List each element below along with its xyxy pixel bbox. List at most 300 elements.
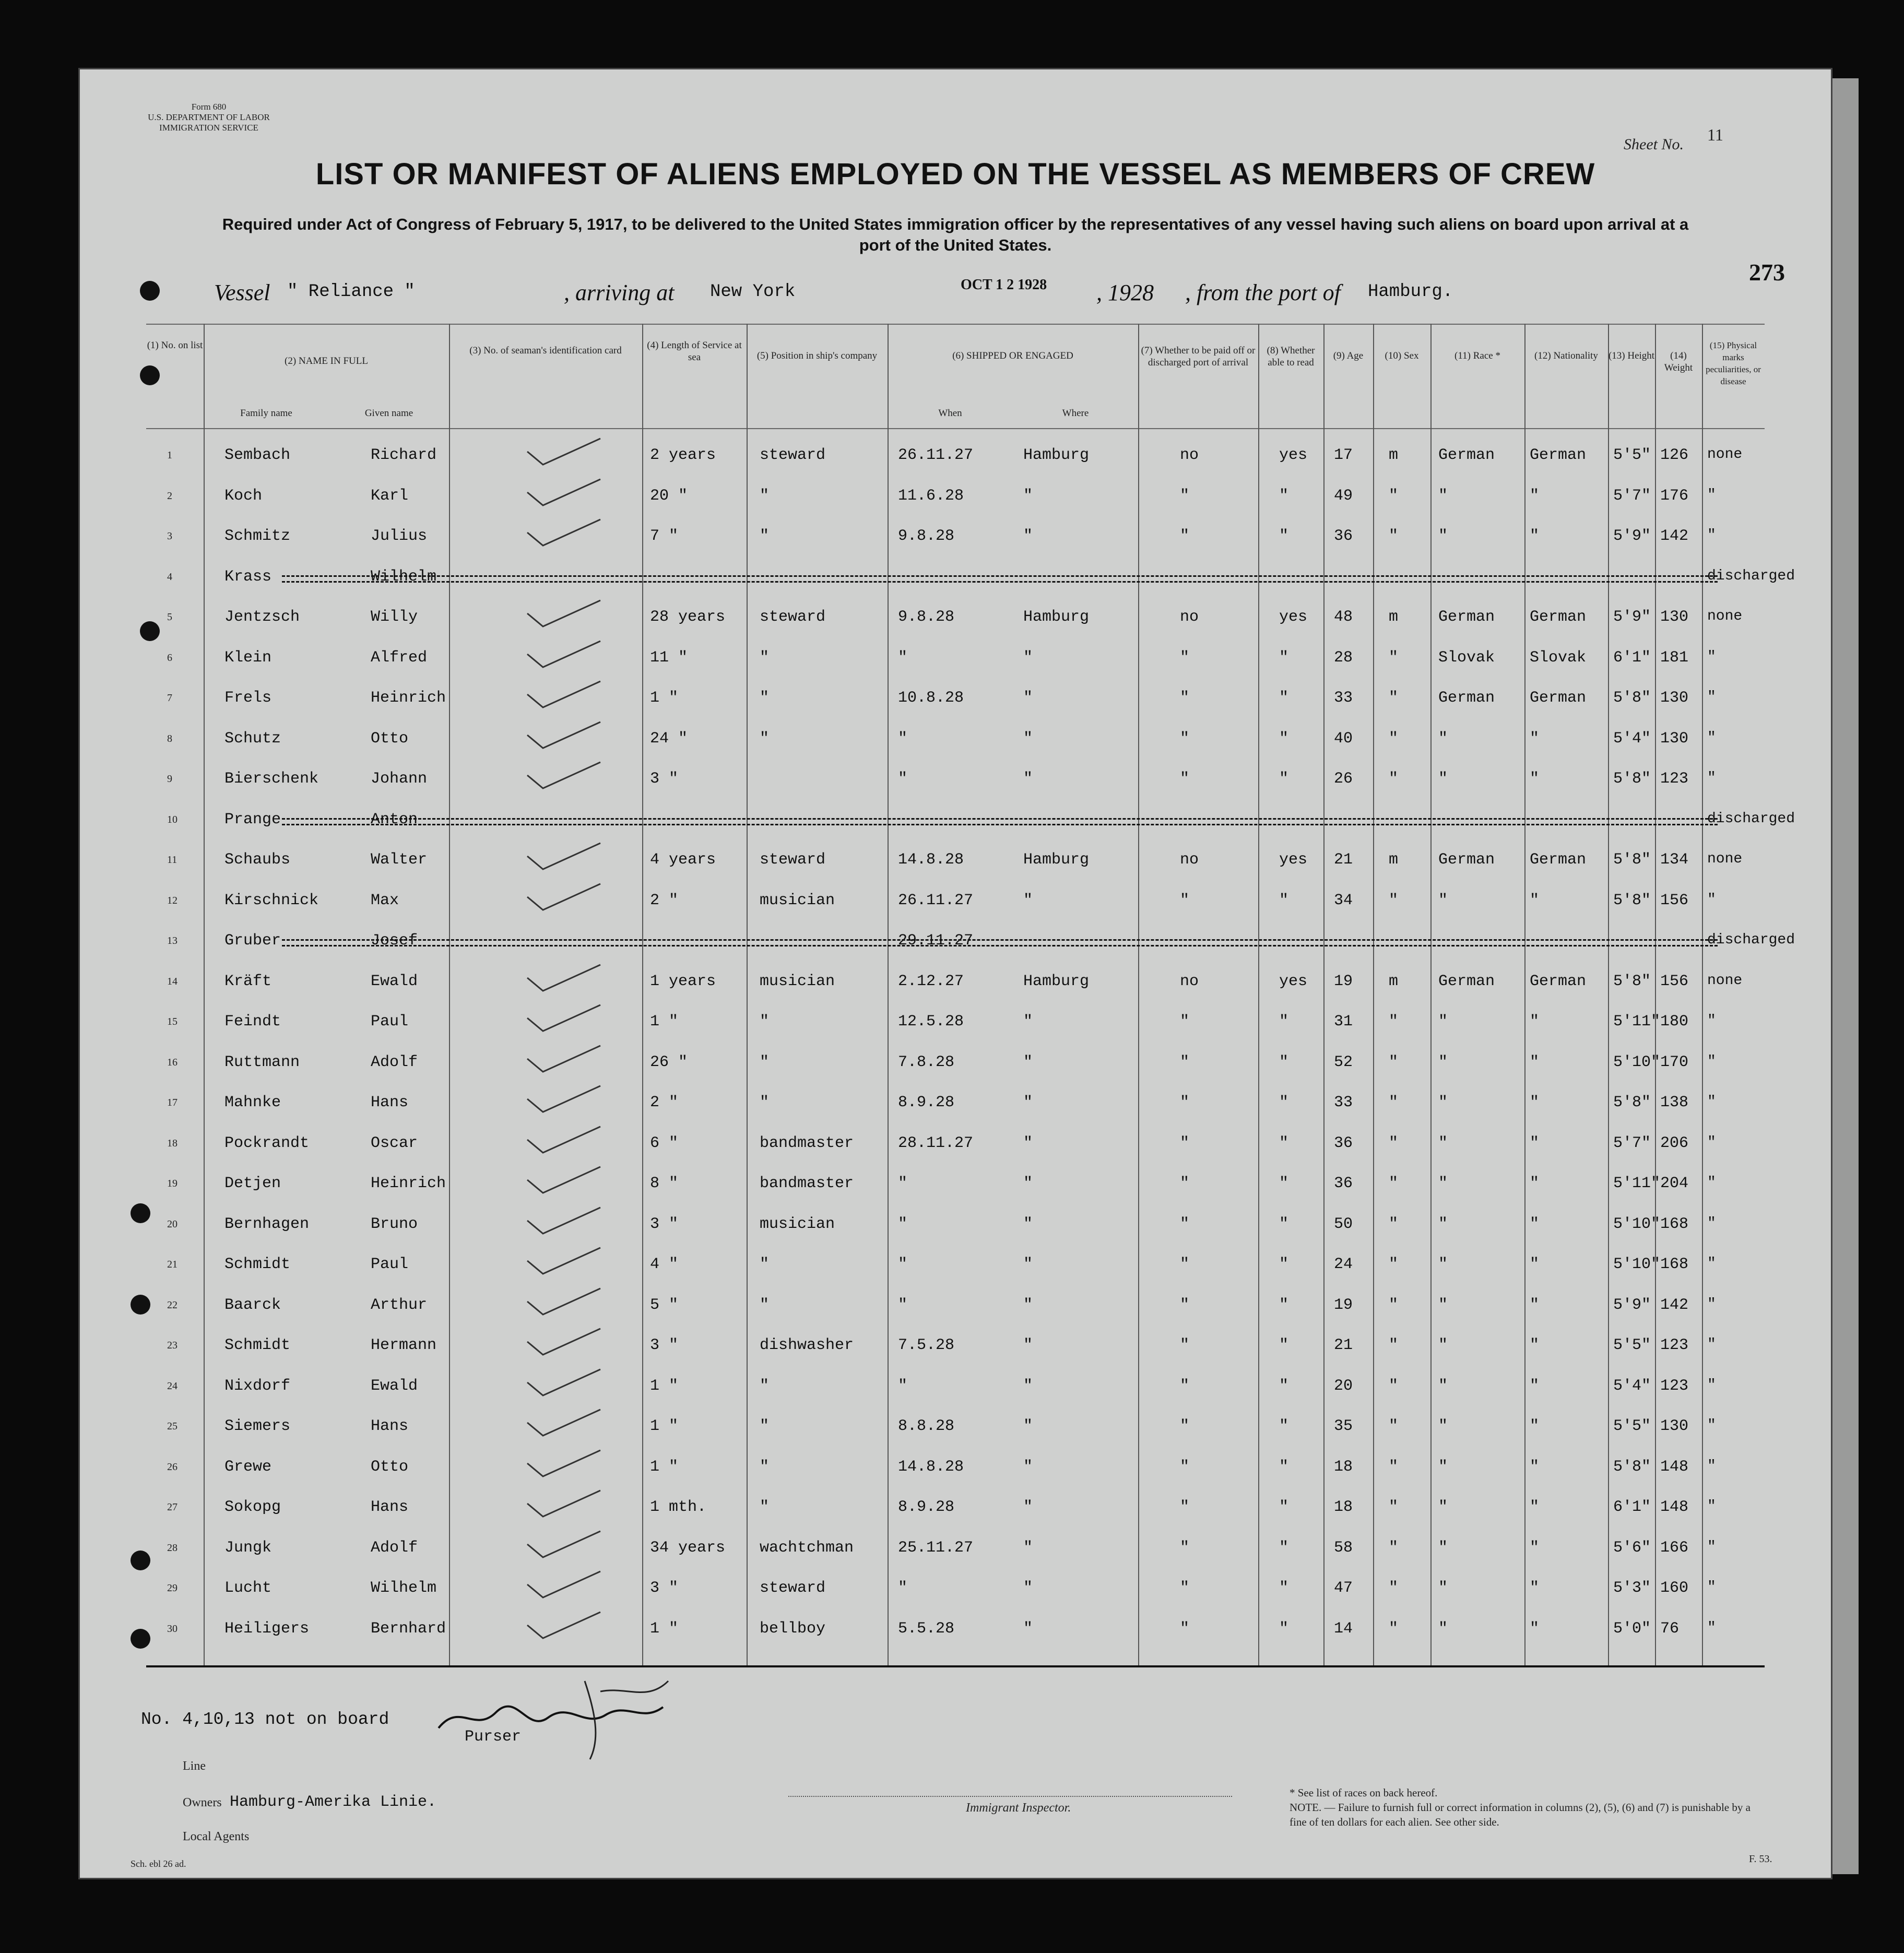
cell-given: Bruno bbox=[371, 1215, 418, 1233]
checkmark-icon bbox=[522, 962, 606, 993]
col-rule bbox=[1430, 324, 1432, 1665]
checkmark-icon bbox=[522, 841, 606, 872]
cell-when: 10.8.28 bbox=[898, 689, 964, 707]
cell-family: Kirschnick bbox=[224, 891, 319, 909]
header-nationality: (12) Nationality bbox=[1534, 350, 1598, 361]
header-age: (9) Age bbox=[1333, 350, 1364, 361]
cell-age: 47 bbox=[1334, 1579, 1353, 1597]
cell-read: yes bbox=[1279, 446, 1308, 464]
cell-age: 26 bbox=[1334, 770, 1353, 788]
cell-service: 2 years bbox=[650, 446, 716, 464]
cell-read: " bbox=[1279, 891, 1289, 909]
cell-given: Otto bbox=[371, 1458, 409, 1476]
header-height: (13) Height bbox=[1608, 350, 1655, 361]
checkmark-icon bbox=[522, 1124, 606, 1155]
cell-read: yes bbox=[1279, 972, 1308, 990]
purser-label: Purser bbox=[465, 1728, 522, 1746]
cell-read: " bbox=[1279, 770, 1289, 788]
cell-race: " bbox=[1438, 1458, 1448, 1476]
cell-height: 5'9" bbox=[1613, 608, 1651, 626]
row-number: 7 bbox=[167, 692, 172, 704]
crew-table bbox=[146, 324, 1795, 1665]
cell-marks: none bbox=[1707, 972, 1743, 989]
manifest-page bbox=[78, 68, 1832, 1879]
cell-race: " bbox=[1438, 1417, 1448, 1435]
cell-position: " bbox=[760, 689, 770, 707]
table-rule bbox=[146, 428, 1765, 429]
cell-race: " bbox=[1438, 1013, 1448, 1031]
cell-sex: " bbox=[1389, 891, 1399, 909]
cell-family: Schmidt bbox=[224, 1336, 291, 1354]
header-where: Where bbox=[1062, 408, 1089, 419]
checkmark-icon bbox=[522, 436, 606, 467]
cell-position: " bbox=[760, 1296, 770, 1314]
cell-family: Jungk bbox=[224, 1538, 272, 1557]
cell-race: " bbox=[1438, 891, 1448, 909]
cell-read: " bbox=[1279, 1094, 1289, 1111]
cell-sex: " bbox=[1389, 1134, 1399, 1152]
agents-label: Local Agents bbox=[183, 1830, 250, 1843]
cell-given: Hans bbox=[371, 1094, 409, 1111]
cell-position: " bbox=[760, 1458, 770, 1476]
cell-age: 48 bbox=[1334, 608, 1353, 626]
col-rule bbox=[1138, 324, 1139, 1665]
cell-age: 40 bbox=[1334, 729, 1353, 748]
cell-service: 7 " bbox=[650, 527, 679, 545]
cell-marks: " bbox=[1707, 1498, 1716, 1514]
cell-where: Hamburg bbox=[1023, 851, 1090, 869]
checkmark-icon bbox=[522, 679, 606, 710]
cell-where: " bbox=[1023, 770, 1033, 788]
cell-marks: " bbox=[1707, 729, 1716, 746]
row-number: 3 bbox=[167, 530, 172, 542]
row-number: 30 bbox=[167, 1623, 178, 1635]
cell-race: German bbox=[1438, 972, 1495, 990]
cell-sex: " bbox=[1389, 1377, 1399, 1395]
cell-given: Adolf bbox=[371, 1053, 418, 1071]
cell-marks: " bbox=[1707, 487, 1716, 503]
cell-race: " bbox=[1438, 1175, 1448, 1192]
cell-read: " bbox=[1279, 1538, 1289, 1557]
cell-weight: 168 bbox=[1660, 1215, 1689, 1233]
cell-height: 5'8" bbox=[1613, 770, 1651, 788]
cell-family: Gruber bbox=[224, 932, 281, 950]
cell-service: 3 " bbox=[650, 1336, 679, 1354]
not-on-board-note: No. 4,10,13 not on board bbox=[141, 1710, 389, 1729]
cell-paid: " bbox=[1180, 1377, 1190, 1395]
col-rule bbox=[1655, 324, 1656, 1665]
cell-family: Mahnke bbox=[224, 1094, 281, 1111]
cell-age: 49 bbox=[1334, 487, 1353, 505]
date-stamp: OCT 1 2 1928 bbox=[961, 277, 1047, 293]
checkmark-icon bbox=[522, 1002, 606, 1034]
cell-when: 28.11.27 bbox=[898, 1134, 974, 1152]
cell-marks: none bbox=[1707, 851, 1743, 867]
cell-height: 5'4" bbox=[1613, 729, 1651, 748]
stamp-number: 273 bbox=[1749, 259, 1785, 286]
cell-height: 5'3" bbox=[1613, 1579, 1651, 1597]
cell-family: Detjen bbox=[224, 1175, 281, 1192]
cell-weight: 130 bbox=[1660, 729, 1689, 748]
cell-service: 34 years bbox=[650, 1538, 726, 1557]
header-weight: (14) Weight bbox=[1664, 350, 1693, 373]
cell-family: Sokopg bbox=[224, 1498, 281, 1516]
col-rule bbox=[449, 324, 450, 1665]
header-race: (11) Race * bbox=[1454, 350, 1500, 361]
cell-race: " bbox=[1438, 1619, 1448, 1638]
cell-weight: 156 bbox=[1660, 891, 1689, 909]
cell-age: 36 bbox=[1334, 1134, 1353, 1152]
cell-marks: " bbox=[1707, 527, 1716, 543]
checkmark-icon bbox=[522, 1529, 606, 1560]
cell-marks: discharged bbox=[1707, 567, 1795, 584]
cell-marks: " bbox=[1707, 1296, 1716, 1312]
cell-position: " bbox=[760, 1013, 770, 1031]
row-number: 19 bbox=[167, 1178, 178, 1189]
cell-height: 5'10" bbox=[1613, 1256, 1661, 1273]
row-number: 1 bbox=[167, 449, 172, 461]
cell-nat: " bbox=[1530, 1256, 1540, 1273]
table-rule bbox=[146, 324, 1765, 325]
arriving-label: , arriving at bbox=[564, 280, 675, 305]
cell-paid: " bbox=[1180, 729, 1190, 748]
cell-marks: " bbox=[1707, 1336, 1716, 1353]
cell-race: " bbox=[1438, 770, 1448, 788]
cell-position: musician bbox=[760, 972, 835, 990]
cell-age: 28 bbox=[1334, 648, 1353, 667]
cell-marks: " bbox=[1707, 1417, 1716, 1434]
cell-where: " bbox=[1023, 1053, 1033, 1071]
cell-sex: " bbox=[1389, 1538, 1399, 1557]
cell-when: 2.12.27 bbox=[898, 972, 964, 990]
col-rule bbox=[1608, 324, 1609, 1665]
cell-nat: " bbox=[1530, 1215, 1540, 1233]
checkmark-icon bbox=[522, 760, 606, 791]
cell-race: German bbox=[1438, 608, 1495, 626]
cell-height: 5'5" bbox=[1613, 1417, 1651, 1435]
row-number: 26 bbox=[167, 1461, 178, 1473]
cell-given: Johann bbox=[371, 770, 428, 788]
cell-where: " bbox=[1023, 1377, 1033, 1395]
cell-paid: no bbox=[1180, 608, 1199, 626]
cell-sex: " bbox=[1389, 1417, 1399, 1435]
row-number: 5 bbox=[167, 611, 172, 623]
cell-sex: " bbox=[1389, 689, 1399, 707]
cell-paid: " bbox=[1180, 689, 1190, 707]
cell-nat: Slovak bbox=[1530, 648, 1587, 667]
cell-race: " bbox=[1438, 1053, 1448, 1071]
cell-race: " bbox=[1438, 1094, 1448, 1111]
cell-service: 3 " bbox=[650, 770, 679, 788]
cell-family: Schmitz bbox=[224, 527, 291, 545]
cell-height: 5'8" bbox=[1613, 972, 1651, 990]
cell-weight: 76 bbox=[1660, 1619, 1680, 1638]
cell-marks: " bbox=[1707, 689, 1716, 705]
row-number: 15 bbox=[167, 1016, 178, 1027]
cell-paid: " bbox=[1180, 1619, 1190, 1638]
col-rule bbox=[642, 324, 643, 1665]
cell-age: 36 bbox=[1334, 1175, 1353, 1192]
checkmark-icon bbox=[522, 1367, 606, 1398]
footer-note bbox=[1290, 1785, 1759, 1829]
from-port: Hamburg. bbox=[1368, 282, 1453, 302]
cell-given: Max bbox=[371, 891, 399, 909]
cell-weight: 148 bbox=[1660, 1458, 1689, 1476]
cell-age: 33 bbox=[1334, 1094, 1353, 1111]
cell-given: Paul bbox=[371, 1256, 409, 1273]
col-rule bbox=[204, 324, 205, 1665]
form-number: Form 680 bbox=[191, 102, 227, 112]
cell-when: 14.8.28 bbox=[898, 1458, 964, 1476]
cell-position: bellboy bbox=[760, 1619, 826, 1638]
header-sex: (10) Sex bbox=[1385, 350, 1419, 361]
cell-marks: " bbox=[1707, 1538, 1716, 1555]
cell-position: bandmaster bbox=[760, 1134, 854, 1152]
cell-when: 9.8.28 bbox=[898, 608, 955, 626]
cell-read: " bbox=[1279, 1336, 1289, 1354]
cell-marks: " bbox=[1707, 1256, 1716, 1272]
punch-hole bbox=[140, 281, 160, 301]
cell-read: " bbox=[1279, 648, 1289, 667]
cell-height: 5'11" bbox=[1613, 1013, 1661, 1031]
cell-sex: " bbox=[1389, 1094, 1399, 1111]
cell-service: 3 " bbox=[650, 1215, 679, 1233]
cell-nat: " bbox=[1530, 1538, 1540, 1557]
cell-given: Adolf bbox=[371, 1538, 418, 1557]
cell-sex: m bbox=[1389, 608, 1399, 626]
cell-paid: " bbox=[1180, 1336, 1190, 1354]
cell-nat: German bbox=[1530, 446, 1587, 464]
header-card: (3) No. of seaman's identification card bbox=[469, 345, 622, 356]
cell-sex: " bbox=[1389, 729, 1399, 748]
cell-paid: " bbox=[1180, 1094, 1190, 1111]
cell-paid: " bbox=[1180, 487, 1190, 505]
cell-nat: " bbox=[1530, 1296, 1540, 1314]
cell-sex: " bbox=[1389, 1498, 1399, 1516]
cell-given: Ewald bbox=[371, 1377, 418, 1395]
cell-position: musician bbox=[760, 891, 835, 909]
row-number: 17 bbox=[167, 1097, 178, 1108]
cell-paid: " bbox=[1180, 1175, 1190, 1192]
cell-race: German bbox=[1438, 446, 1495, 464]
cell-nat: German bbox=[1530, 608, 1587, 626]
cell-height: 5'8" bbox=[1613, 891, 1651, 909]
cell-nat: " bbox=[1530, 1013, 1540, 1031]
cell-service: 26 " bbox=[650, 1053, 688, 1071]
cell-height: 5'8" bbox=[1613, 689, 1651, 707]
checkmark-icon bbox=[522, 1569, 606, 1600]
cell-when: 8.9.28 bbox=[898, 1094, 955, 1111]
cell-marks: none bbox=[1707, 608, 1743, 624]
cell-height: 5'7" bbox=[1613, 487, 1651, 505]
cell-where: " bbox=[1023, 1619, 1033, 1638]
cell-family: Klein bbox=[224, 648, 272, 667]
cell-given: Julius bbox=[371, 527, 428, 545]
cell-where: " bbox=[1023, 1579, 1033, 1597]
cell-race: " bbox=[1438, 1498, 1448, 1516]
checkmark-icon bbox=[522, 1448, 606, 1479]
checkmark-icon bbox=[522, 1164, 606, 1196]
cell-paid: " bbox=[1180, 1013, 1190, 1031]
checkmark-icon bbox=[522, 1488, 606, 1519]
cell-when: 5.5.28 bbox=[898, 1619, 955, 1638]
cell-sex: " bbox=[1389, 1619, 1399, 1638]
row-number: 28 bbox=[167, 1542, 178, 1554]
cell-read: " bbox=[1279, 1579, 1289, 1597]
cell-weight: 142 bbox=[1660, 1296, 1689, 1314]
cell-family: Pockrandt bbox=[224, 1134, 310, 1152]
cell-service: 8 " bbox=[650, 1175, 679, 1192]
cell-family: Kräft bbox=[224, 972, 272, 990]
cell-family: Koch bbox=[224, 487, 263, 505]
cell-height: 6'1" bbox=[1613, 648, 1651, 667]
cell-nat: " bbox=[1530, 1579, 1540, 1597]
cell-position: steward bbox=[760, 851, 826, 869]
cell-family: Schutz bbox=[224, 729, 281, 748]
cell-sex: " bbox=[1389, 770, 1399, 788]
checkmark-icon bbox=[522, 477, 606, 508]
cell-marks: " bbox=[1707, 1175, 1716, 1191]
cell-service: 1 " bbox=[650, 689, 679, 707]
cell-service: 4 " bbox=[650, 1256, 679, 1273]
cell-position: steward bbox=[760, 608, 826, 626]
cell-when: " bbox=[898, 1256, 908, 1273]
cell-where: " bbox=[1023, 1296, 1033, 1314]
cell-family: Nixdorf bbox=[224, 1377, 291, 1395]
header-marks: (15) Physical marks peculiarities, or disease bbox=[1706, 340, 1761, 386]
cell-sex: " bbox=[1389, 1336, 1399, 1354]
cell-weight: 123 bbox=[1660, 770, 1689, 788]
cell-when: " bbox=[898, 1296, 908, 1314]
cell-paid: " bbox=[1180, 1256, 1190, 1273]
cell-sex: " bbox=[1389, 1579, 1399, 1597]
vessel-name: " Reliance " bbox=[287, 282, 415, 302]
cell-given: Walter bbox=[371, 851, 428, 869]
cell-position: " bbox=[760, 487, 770, 505]
races-note: * See list of races on back hereof. bbox=[1290, 1786, 1438, 1799]
cell-given: Paul bbox=[371, 1013, 409, 1031]
header-read: (8) Whether able to read bbox=[1267, 345, 1315, 368]
cell-family: Heiligers bbox=[224, 1619, 310, 1638]
strike-line bbox=[282, 939, 1718, 946]
cell-where: " bbox=[1023, 1256, 1033, 1273]
cell-marks: " bbox=[1707, 1053, 1716, 1070]
cell-given: Karl bbox=[371, 487, 409, 505]
cell-given: Arthur bbox=[371, 1296, 428, 1314]
cell-height: 5'10" bbox=[1613, 1215, 1661, 1233]
row-number: 12 bbox=[167, 894, 178, 906]
row-number: 24 bbox=[167, 1380, 178, 1392]
cell-read: " bbox=[1279, 729, 1289, 748]
cell-marks: " bbox=[1707, 648, 1716, 665]
row-number: 11 bbox=[167, 854, 178, 866]
cell-weight: 123 bbox=[1660, 1336, 1689, 1354]
cell-nat: " bbox=[1530, 729, 1540, 748]
cell-service: 1 years bbox=[650, 972, 716, 990]
cell-service: 20 " bbox=[650, 487, 688, 505]
cell-position: " bbox=[760, 729, 770, 748]
cell-position: dishwasher bbox=[760, 1336, 854, 1354]
cell-marks: " bbox=[1707, 1458, 1716, 1474]
cell-family: Siemers bbox=[224, 1417, 291, 1435]
cell-when: 25.11.27 bbox=[898, 1538, 974, 1557]
cell-read: " bbox=[1279, 1175, 1289, 1192]
cell-where: " bbox=[1023, 1134, 1033, 1152]
header-service: (4) Length of Service at sea bbox=[647, 340, 742, 363]
inspector-label: Immigrant Inspector. bbox=[966, 1801, 1071, 1815]
cell-weight: 181 bbox=[1660, 648, 1689, 667]
cell-sex: " bbox=[1389, 1013, 1399, 1031]
cell-weight: 170 bbox=[1660, 1053, 1689, 1071]
cell-where: " bbox=[1023, 689, 1033, 707]
row-number: 13 bbox=[167, 935, 178, 946]
cell-marks: " bbox=[1707, 770, 1716, 786]
cell-position: " bbox=[760, 527, 770, 545]
department: U.S. DEPARTMENT OF LABOR bbox=[148, 112, 270, 122]
col-rule bbox=[1524, 324, 1525, 1665]
cell-paid: " bbox=[1180, 527, 1190, 545]
cell-when: 26.11.27 bbox=[898, 446, 974, 464]
header-name: (2) NAME IN FULL bbox=[285, 356, 368, 366]
cell-height: 6'1" bbox=[1613, 1498, 1651, 1516]
cell-given: Alfred bbox=[371, 648, 428, 667]
cell-where: " bbox=[1023, 1538, 1033, 1557]
cell-weight: 206 bbox=[1660, 1134, 1689, 1152]
checkmark-icon bbox=[522, 1205, 606, 1236]
cell-paid: " bbox=[1180, 1579, 1190, 1597]
cell-when: 29.11.27 bbox=[898, 932, 974, 950]
form-code: F. 53. bbox=[1749, 1853, 1772, 1865]
cell-race: " bbox=[1438, 1336, 1448, 1354]
cell-weight: 180 bbox=[1660, 1013, 1689, 1031]
cell-family: Grewe bbox=[224, 1458, 272, 1476]
checkmark-icon bbox=[522, 638, 606, 670]
cell-given: Josef bbox=[371, 932, 418, 950]
cell-family: Lucht bbox=[224, 1579, 272, 1597]
cell-read: " bbox=[1279, 1053, 1289, 1071]
checkmark-icon bbox=[522, 1043, 606, 1074]
service: IMMIGRATION SERVICE bbox=[159, 123, 258, 133]
cell-height: 5'9" bbox=[1613, 1296, 1651, 1314]
cell-where: Hamburg bbox=[1023, 608, 1090, 626]
cell-weight: 148 bbox=[1660, 1498, 1689, 1516]
cell-nat: " bbox=[1530, 527, 1540, 545]
cell-weight: 142 bbox=[1660, 527, 1689, 545]
col-rule bbox=[1323, 324, 1324, 1665]
cell-marks: " bbox=[1707, 891, 1716, 908]
cell-where: " bbox=[1023, 1417, 1033, 1435]
cell-read: yes bbox=[1279, 851, 1308, 869]
cell-when: " bbox=[898, 1175, 908, 1192]
cell-nat: " bbox=[1530, 1498, 1540, 1516]
cell-paid: " bbox=[1180, 1053, 1190, 1071]
cell-given: Bernhard bbox=[371, 1619, 446, 1638]
cell-where: " bbox=[1023, 648, 1033, 667]
sheet-number: 11 bbox=[1707, 125, 1723, 144]
cell-given: Hermann bbox=[371, 1336, 437, 1354]
col-rule bbox=[1373, 324, 1374, 1665]
cell-read: " bbox=[1279, 1417, 1289, 1435]
row-number: 8 bbox=[167, 732, 172, 744]
cell-when: 14.8.28 bbox=[898, 851, 964, 869]
checkmark-icon bbox=[522, 881, 606, 913]
cell-race: " bbox=[1438, 1296, 1448, 1314]
cell-given: Richard bbox=[371, 446, 437, 464]
cell-weight: 130 bbox=[1660, 1417, 1689, 1435]
cell-service: 24 " bbox=[650, 729, 688, 748]
cell-service: 6 " bbox=[650, 1134, 679, 1152]
header-shipped: (6) SHIPPED OR ENGAGED bbox=[952, 350, 1073, 361]
